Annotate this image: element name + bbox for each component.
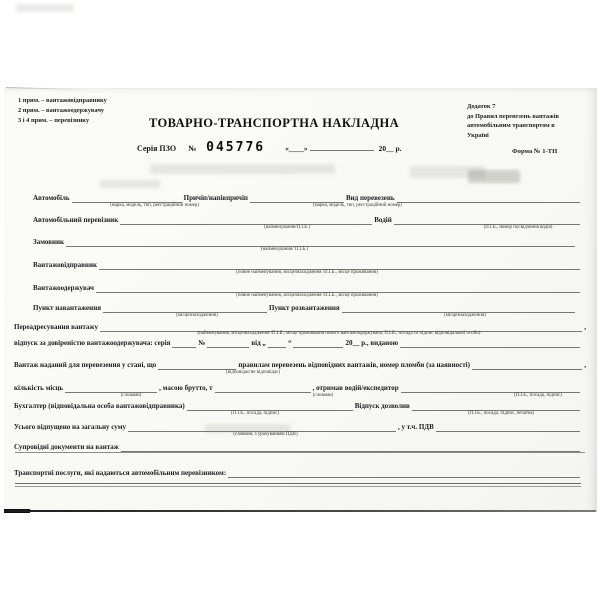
places-blank[interactable] [65, 383, 157, 393]
consignee-blank[interactable] [96, 283, 580, 293]
driver-blank[interactable] [394, 215, 580, 225]
vat-blank[interactable] [436, 422, 580, 432]
series-label: Серія ПЗО [137, 144, 177, 153]
power-number-sign: № [198, 339, 206, 347]
row-consignor [33, 259, 582, 270]
form-number: Форма № 1-ТН [512, 148, 558, 155]
gross-mass-blank[interactable] [215, 383, 311, 393]
bleed-through-noise [468, 170, 520, 183]
readdress-label: Переадресування вантажу [14, 323, 98, 331]
customer-label: Замовник [33, 238, 65, 246]
consignee-label: Вантажоодержувач [33, 284, 94, 292]
vehicle-caption: (марка, модель, тип, реєстраційний номер) [110, 203, 199, 208]
annex-line: автомобільним транспортом в [467, 122, 555, 129]
release-allowed-caption: (П.І.Б., посада, підпис, печатка) [467, 411, 535, 416]
consignee-caption: (повне найменування, місцезнаходження /П.І.Б., місце проживання) [236, 293, 378, 298]
transport-type-label: Вид перевезень [345, 194, 395, 202]
seal-number-blank[interactable] [472, 360, 582, 370]
bleed-through-noise [100, 180, 160, 188]
documents-extra-blank[interactable] [15, 452, 585, 453]
documents-label: Супровідні документи на вантаж [14, 443, 119, 451]
services-label: Транспортні послуги, які надаються автомобільним перевізником: [14, 469, 227, 477]
carrier-caption: (найменування/П.І.Б.) [264, 225, 310, 230]
number-sign: № [188, 144, 197, 153]
paper-corner-edge [6, 87, 86, 90]
unloading-point-caption: (місцезнаходження) [444, 313, 486, 318]
loading-point-caption: (місцезнаходження) [176, 313, 218, 318]
driver-label: Водій [374, 216, 392, 224]
row-points [33, 302, 577, 313]
row-services [14, 467, 582, 478]
annex-line: Україні [467, 131, 489, 139]
transport-type-blank[interactable] [397, 193, 580, 203]
cargo-state-label: Вантаж наданий для перевезення у стані, що [14, 361, 157, 369]
gross-mass-caption: (словами) [312, 393, 334, 398]
carrier-blank[interactable] [120, 215, 372, 225]
documents-blank[interactable] [121, 442, 580, 452]
consignor-blank[interactable] [99, 260, 580, 270]
received-label: , отримав водій/експедитор [312, 384, 399, 392]
places-caption: (словами) [120, 393, 142, 398]
accountant-blank[interactable] [187, 401, 353, 411]
services-blank[interactable] [228, 468, 580, 478]
year-label: 20__ р. [378, 144, 402, 153]
copy-line: 1 прим. – вантажовідправнику [18, 97, 107, 104]
power-year-label: 20__ р., виданою [345, 339, 399, 347]
row-total [14, 421, 582, 432]
accountant-label: Бухгалтер (відповідальна особа вантажовідправника) [14, 402, 185, 410]
row-documents [14, 441, 582, 452]
accountant-caption: (П.І.Б., посада, підпис) [231, 411, 279, 416]
row-accountant [14, 400, 582, 411]
unloading-point-blank[interactable] [342, 303, 575, 313]
trailer-blank[interactable] [250, 193, 344, 203]
row-consignee [33, 282, 582, 293]
received-caption: (П.І.Б., посада, підпис) [514, 393, 562, 398]
release-allowed-blank[interactable] [412, 401, 580, 411]
consignor-label: Вантажовідправник [33, 261, 98, 269]
trailer-label: Причіп/напівпричіп [183, 194, 248, 202]
row-places-mass [14, 382, 582, 393]
row-customer [33, 236, 577, 247]
power-day-blank[interactable] [268, 338, 286, 348]
services-extra-blank[interactable] [15, 483, 581, 487]
driver-caption: (П.І.Б., номер посвідчення водія) [483, 225, 553, 230]
release-allowed-label: Відпуск дозволив [354, 402, 410, 410]
loading-point-label: Пункт навантаження [33, 304, 102, 312]
power-month-blank[interactable] [293, 338, 343, 348]
readdress-caption: (найменування, місцезнаходження /П.І.Б., місце проживання нового вантажоодержувача; П.І.Б., посада та підпис відповідальної особи) [197, 331, 481, 336]
customer-blank[interactable] [66, 237, 575, 247]
serial-row [137, 140, 402, 155]
annex-line: Додаток 7 [467, 103, 496, 110]
loading-point-blank[interactable] [103, 303, 267, 313]
consignor-caption: (повне найменування, місцезнаходження /П.І.Б., місце проживання) [236, 270, 378, 275]
form-title: ТОВАРНО-ТРАНСПОРТНА НАКЛАДНА [148, 116, 400, 130]
row-cargo-state [14, 359, 586, 370]
power-issuer-blank[interactable] [400, 338, 580, 348]
power-quote-close: “ [287, 339, 292, 347]
copy-line: 3 і 4 прим. – перевізнику [18, 117, 90, 124]
trailer-caption: (марка, модель, тип, реєстраційний номер) [313, 203, 402, 208]
cargo-state-continuation: правилам перевезень відповідних вантажів, номер пломби (за наявності) [238, 361, 470, 369]
copy-line: 2 прим. – вантажоодержувачу [18, 107, 105, 114]
power-from-label: від „ [251, 339, 266, 347]
power-series-blank[interactable] [172, 338, 196, 348]
bleed-through-noise [150, 164, 335, 174]
sheet-stack-edge [4, 510, 596, 512]
places-label: кількість місць [14, 384, 64, 392]
annex-reference [467, 102, 595, 140]
customer-caption: (найменування/ П.І.Б.) [260, 247, 309, 252]
bleed-through-noise [16, 4, 74, 12]
date-month-blank[interactable] [310, 141, 374, 151]
row-vehicle [33, 192, 582, 203]
row-carrier [33, 214, 582, 225]
power-label: відпуск за довіреністю вантажоодержувача: серія [14, 339, 171, 347]
received-blank[interactable] [401, 383, 580, 393]
vehicle-blank[interactable] [72, 193, 182, 203]
annex-line: до Правил перевезень вантажів [467, 112, 559, 120]
cargo-state-blank[interactable] [158, 360, 236, 370]
total-label: Усього відпущено на загальну суму [14, 423, 126, 431]
total-blank[interactable] [128, 422, 396, 432]
readdress-comma: , [584, 323, 586, 331]
row-power-of-attorney [14, 337, 582, 348]
power-number-blank[interactable] [207, 338, 249, 348]
copies-distribution-list [18, 96, 107, 126]
total-caption: (словами, з урахуванням ПДВ) [233, 432, 298, 437]
date-day-blank: «____» [285, 144, 308, 153]
vehicle-label: Автомобіль [33, 194, 70, 202]
vat-label: , у т.ч. ПДВ [397, 423, 434, 431]
gross-mass-label: , масою брутто, т [159, 384, 213, 392]
cargo-state-comma: , [584, 361, 586, 369]
cargo-state-caption: (відповідає/не відповідає) [226, 370, 280, 375]
serial-number: 045776 [206, 140, 266, 155]
waybill-form-sheet [4, 88, 597, 512]
unloading-point-label: Пункт розвантаження [269, 304, 340, 312]
carrier-label: Автомобільний перевізник [33, 216, 119, 224]
